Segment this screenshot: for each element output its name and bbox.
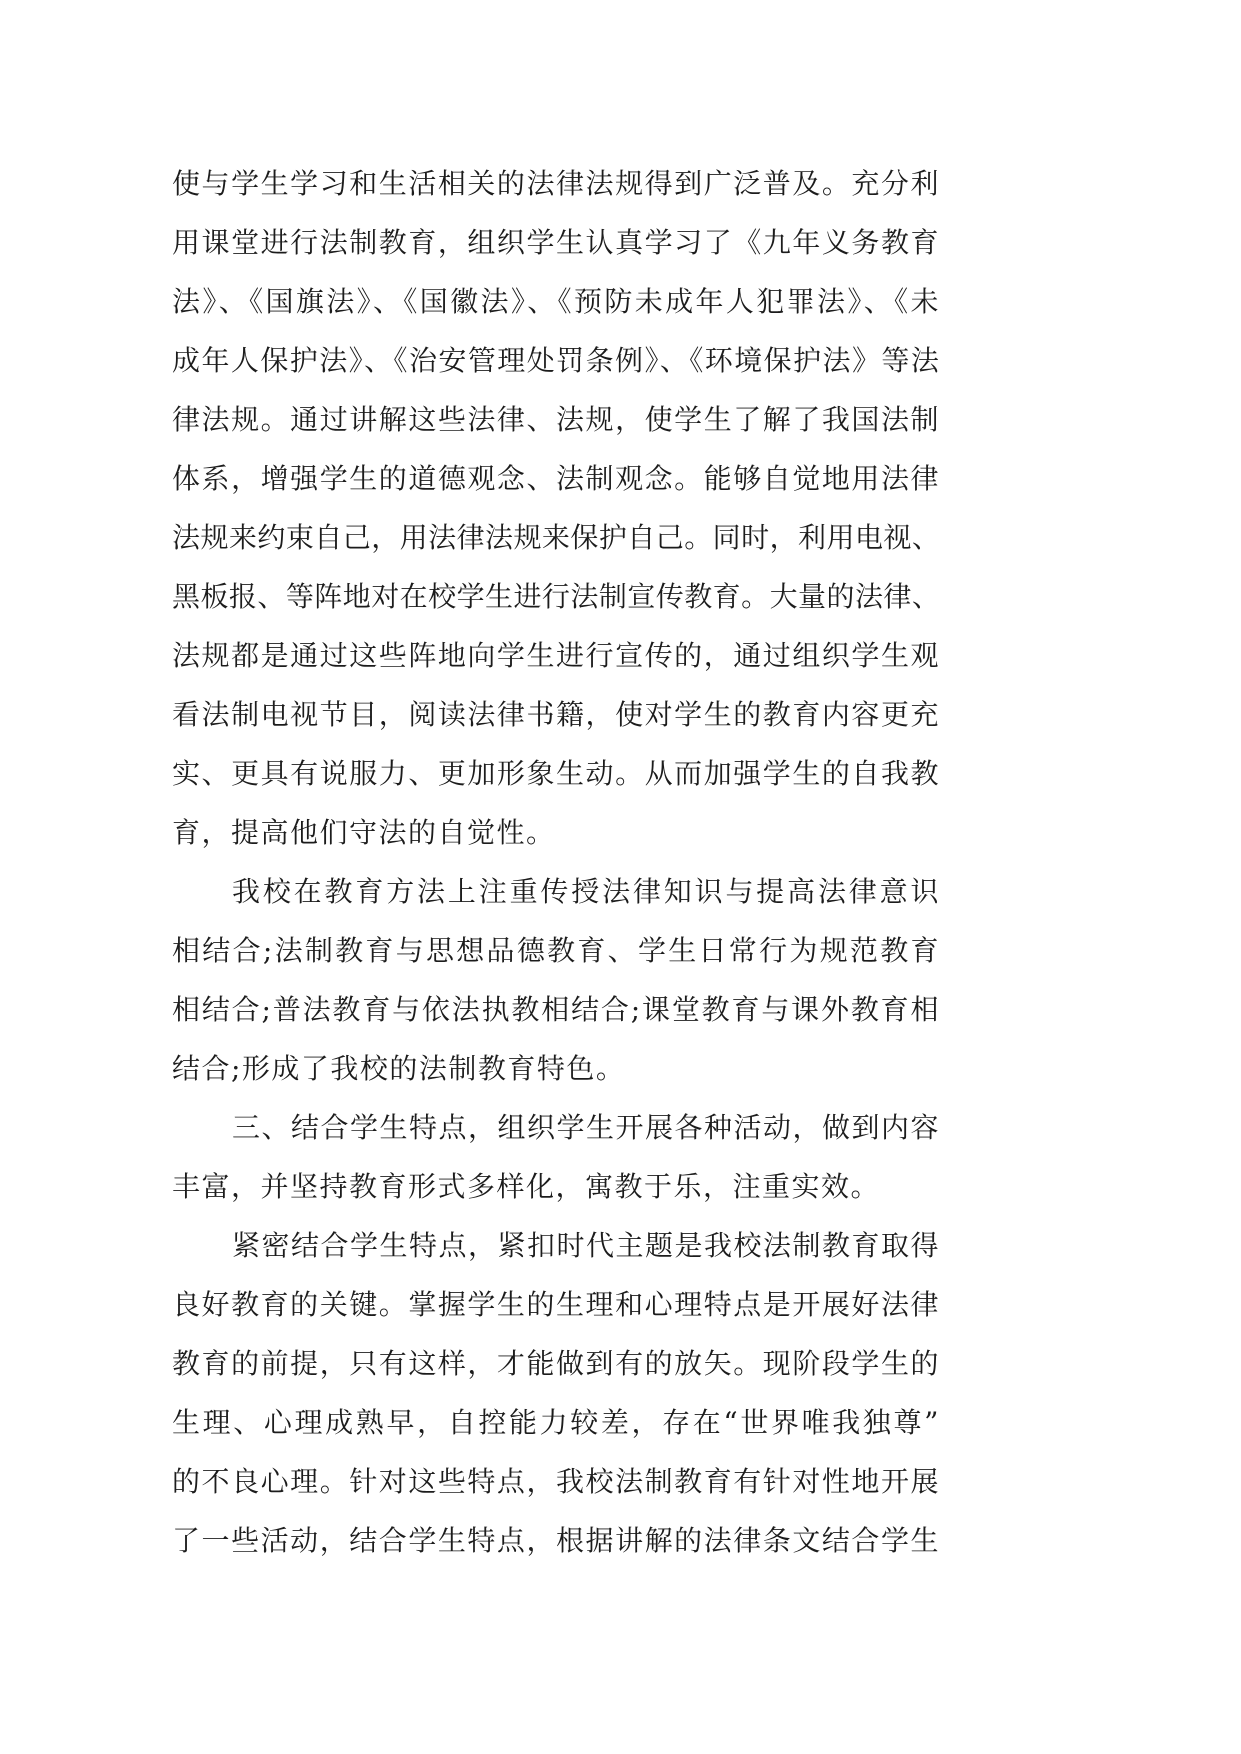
text-line: 了一些活动，结合学生特点，根据讲解的法律条文结合学生 [172, 1524, 940, 1557]
text-line: 生理、心理成熟早，自控能力较差，存在“世界唯我独尊” [172, 1406, 940, 1439]
section-heading-paragraph [172, 1098, 940, 1216]
text-line: 结合;形成了我校的法制教育特色。 [172, 1052, 626, 1085]
paragraph [172, 154, 940, 862]
text-line: 体系，增强学生的道德观念、法制观念。能够自觉地用法律 [172, 462, 940, 495]
text-line: 丰富，并坚持教育形式多样化，寓教于乐，注重实效。 [172, 1170, 881, 1203]
text-line: 看法制电视节目，阅读法律书籍，使对学生的教育内容更充 [172, 698, 940, 731]
text-line: 成年人保护法》、《治安管理处罚条例》、《环境保护法》等法 [172, 344, 940, 377]
text-line: 法》、《国旗法》、《国徽法》、《预防未成年人犯罪法》、《未 [172, 285, 940, 318]
text-line: 相结合;法制教育与思想品德教育、学生日常行为规范教育 [172, 934, 940, 967]
text-line: 育，提高他们守法的自觉性。 [172, 816, 556, 849]
text-line: 律法规。通过讲解这些法律、法规，使学生了解了我国法制 [172, 403, 940, 436]
text-line: 我校在教育方法上注重传授法律知识与提高法律意识 [232, 875, 940, 908]
text-line: 良好教育的关键。掌握学生的生理和心理特点是开展好法律 [172, 1288, 940, 1321]
text-line: 法规来约束自己，用法律法规来保护自己。同时，利用电视、 [172, 521, 940, 554]
text-line: 相结合;普法教育与依法执教相结合;课堂教育与课外教育相 [172, 993, 940, 1026]
text-line: 实、更具有说服力、更加形象生动。从而加强学生的自我教 [172, 757, 940, 790]
paragraph [172, 862, 940, 1098]
paragraph [172, 1216, 940, 1570]
text-line: 用课堂进行法制教育，组织学生认真学习了《九年义务教育 [172, 226, 940, 259]
text-line: 黑板报、等阵地对在校学生进行法制宣传教育。大量的法律、 [172, 580, 940, 613]
text-line: 紧密结合学生特点，紧扣时代主题是我校法制教育取得 [232, 1229, 941, 1262]
text-line: 使与学生学习和生活相关的法律法规得到广泛普及。充分利 [172, 167, 940, 200]
text-line: 教育的前提，只有这样，才能做到有的放矢。现阶段学生的 [172, 1347, 940, 1380]
document-body [172, 154, 940, 1570]
text-line: 法规都是通过这些阵地向学生进行宣传的，通过组织学生观 [172, 639, 940, 672]
text-line: 的不良心理。针对这些特点，我校法制教育有针对性地开展 [172, 1465, 940, 1498]
text-line: 三、结合学生特点，组织学生开展各种活动，做到内容 [232, 1111, 941, 1144]
